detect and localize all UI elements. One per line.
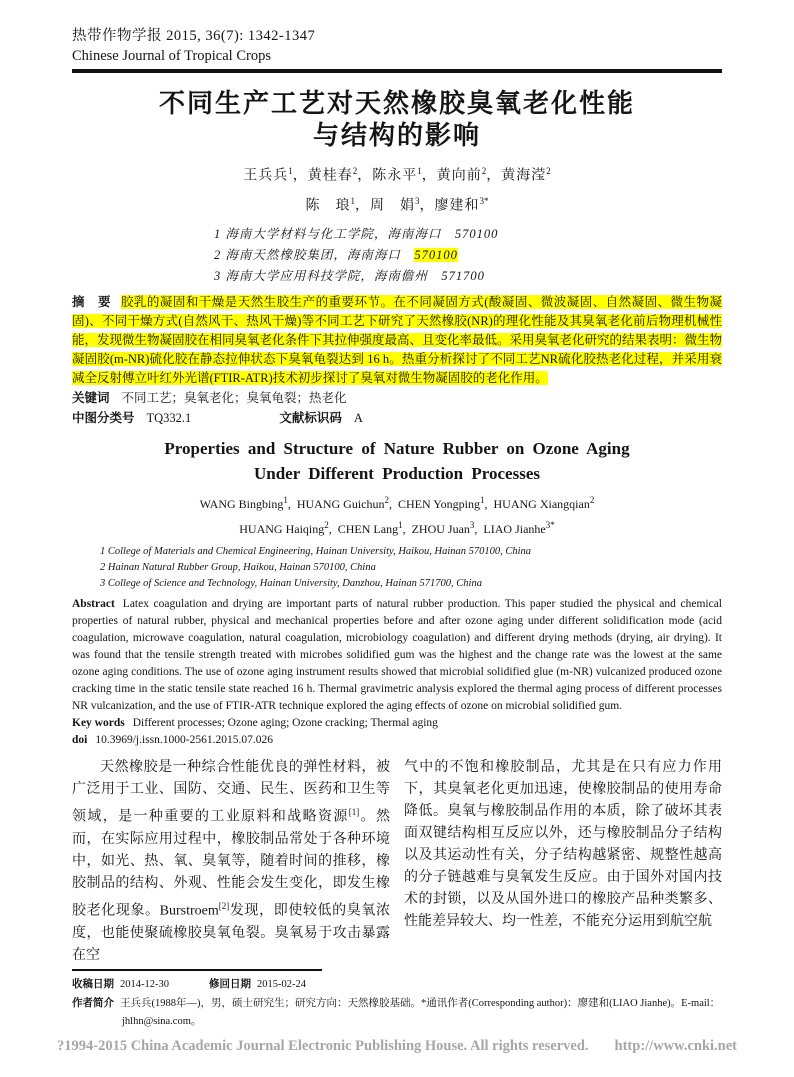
author-separator: ，	[292, 168, 308, 184]
affiliation-en-3: 3 College of Science and Technology, Hainan University, Danzhou, Hainan 571700, China	[100, 578, 482, 590]
body-column-left	[72, 757, 390, 966]
clc-label: 中图分类号	[72, 411, 135, 426]
author-affiliation-superscript: 2	[324, 520, 329, 531]
author-affiliation-superscript: 3	[469, 520, 475, 531]
author-separator: ,	[388, 497, 395, 512]
author-separator: ,	[328, 522, 335, 537]
keywords-cn	[72, 388, 722, 408]
keywords-cn-text: 不同工艺；臭氧老化；臭氧龟裂；热老化	[121, 391, 347, 406]
author-affiliation-superscript: 3*	[545, 520, 555, 531]
doi-value: 10.3969/j.issn.1000-2561.2015.07.026	[95, 734, 273, 747]
footnote-rule	[72, 969, 322, 971]
document-code-label: 文献标识码	[279, 411, 342, 426]
page-content	[72, 26, 722, 1031]
author-name: HUANG Guichun	[296, 497, 385, 512]
reference-superscript: [2]	[218, 900, 230, 911]
paper-title-en-line2: Under Different Production Processes	[253, 464, 540, 484]
abstract-cn	[72, 293, 722, 388]
authors-en	[72, 490, 722, 540]
abstract-cn-text-highlighted: 胶乳的凝固和干燥是天然生胶生产的重要环节。在不同凝固方式(酸凝固、微波凝固、自然凝固、微生物凝固)、不同干燥方式(自然风干、热风干燥)等不同工艺下研究了天然橡胶(NR)的理化性能及其臭氧老化前后物理机械性能，发现微生物凝固胶在相同臭氧老化条件下其拉伸强度最高、且变化率最低。采用臭氧老化研究的结果表明：微生物凝固胶(m-NR)硫化胶在静态拉伸状态下臭氧龟裂达到 16 h。热重分析探讨了不同工艺NR硫化胶热老化过程，并采用衰减全反射傅立叶红外光谱(FTIR-ATR)技术初步探讨了臭氧对微生物凝固胶的老化作用。	[72, 295, 723, 386]
affiliations-en	[100, 544, 722, 592]
body-text-segment: 天然橡胶是一种综合性能优良的弹性材料，被广泛用于工业、国防、交通、民生、医药和卫生等领域，是一种重要的工业原料和战略资源	[72, 760, 390, 825]
author-affiliation-superscript: 2	[481, 166, 487, 176]
keywords-cn-label: 关键词	[72, 391, 110, 406]
author-separator: ,	[287, 497, 294, 512]
author-name: HUANG Xiangqian	[493, 497, 590, 512]
author-bio-text: 王兵兵(1988年—)，男，硕士研究生；研究方向：天然橡胶基础。*通讯作者(Corresponding author)：廖建和(LIAO Jianhe)。E-mail：jhlhn@sina.com。	[120, 997, 721, 1027]
revised-date-value: 2015-02-24	[257, 978, 306, 990]
author-affiliation-superscript: 1	[283, 495, 288, 506]
authors-en-line1	[72, 490, 722, 515]
affiliations-cn	[214, 224, 722, 287]
body-text-segment: 。然而，在实际应用过程中，橡胶制品常处于各种环境中，如光、热、氧、臭氧等，随着时间的推移，橡胶制品的结构、外观、性能会发生变化，即发生橡胶老化现象。Burstroem	[72, 809, 390, 919]
journal-title-en: Chinese Journal of Tropical Crops	[72, 48, 271, 64]
paper-title-en-line1: Properties and Structure of Nature Rubber on Ozone Aging	[164, 439, 630, 459]
body-text	[72, 757, 722, 966]
paper-title-cn-line2: 与结构的影响	[312, 120, 481, 150]
journal-header	[72, 26, 722, 73]
author-name: CHEN Yongping	[397, 497, 481, 512]
author-affiliation-superscript: 2	[384, 495, 389, 506]
header-rule	[72, 69, 722, 73]
author-affiliation-superscript: 1	[288, 166, 293, 176]
body-text-segment: 发现，即使较低的臭氧浓度，也能使聚硫橡胶臭氧龟裂。臭氧易于攻击暴露在空	[72, 903, 391, 963]
abstract-en-label: Abstract	[72, 598, 115, 611]
cnki-copyright-watermark	[0, 1038, 794, 1055]
author-bio-label: 作者简介	[72, 996, 114, 1009]
doi-line	[72, 732, 722, 749]
authors-cn	[72, 159, 722, 218]
author-name: HUANG Haiqing	[239, 522, 325, 537]
revised-date-label: 修回日期	[209, 977, 251, 990]
author-separator: ,	[474, 522, 481, 537]
author-name: 陈永平	[372, 168, 418, 184]
affiliation-cn-2	[214, 245, 722, 266]
doi-label: doi	[72, 734, 88, 747]
author-affiliation-superscript: 1	[417, 166, 422, 176]
author-separator: ,	[402, 522, 409, 537]
received-date-value: 2014-12-30	[120, 978, 169, 990]
footnote-author-bio	[72, 994, 722, 1031]
journal-title-cn: 热带作物学报 2015, 36(7): 1342-1347	[72, 28, 316, 44]
affiliation-en-1: 1 College of Materials and Chemical Engineering, Hainan University, Haikou, Hainan 570100, China	[100, 546, 532, 558]
author-affiliation-superscript: 1	[398, 520, 403, 531]
authors-cn-line2	[72, 189, 722, 219]
footnotes	[72, 975, 722, 1031]
author-separator: ，	[355, 198, 370, 214]
author-name: CHEN Lang	[337, 522, 399, 537]
affiliation-en-2: 2 Hainan Natural Rubber Group, Haikou, Hainan 570100, China	[100, 562, 376, 574]
author-name: 周 娟	[370, 198, 415, 214]
clc-value: TQ332.1	[146, 411, 192, 426]
author-separator: ,	[484, 497, 491, 512]
author-name: 王兵兵	[243, 168, 289, 184]
paper-title-cn	[72, 87, 722, 151]
document-code-value: A	[353, 411, 363, 426]
reference-superscript: [1]	[348, 807, 360, 818]
paper-title-en	[72, 436, 722, 486]
body-column-right	[404, 757, 722, 966]
author-name: 黄向前	[436, 168, 482, 184]
body-right-paragraph: 气中的不饱和橡胶制品，尤其是在只有应力作用下，其臭氧老化更加迅速，使橡胶制品的使用寿命降低。臭氧与橡胶制品作用的本质，除了破坏其表面双键结构相互反应以外，还与橡胶制品分子结构以及其运动性有关，分子结构越紧密、规整性越高的分子链越难与臭氧发生反应。由于国外对国内技术的封锁，以及从国外进口的橡胶产品种类繁多、性能差异较大、均一性差，不能充分运用到航空航	[404, 760, 722, 930]
abstract-cn-label: 摘 要	[72, 295, 111, 310]
affiliation-cn-2-text: 2 海南天然橡胶集团，海南海口	[214, 248, 415, 263]
author-separator: ，	[486, 168, 502, 184]
keywords-en-text: Different processes; Ozone aging; Ozone cracking; Thermal aging	[132, 717, 438, 730]
affiliation-cn-3: 3 海南大学应用科技学院，海南儋州 571700	[214, 269, 485, 284]
author-separator: ，	[357, 168, 373, 184]
author-name: 陈 琅	[305, 198, 351, 214]
author-separator: ，	[421, 168, 437, 184]
paper-title-cn-line1: 不同生产工艺对天然橡胶臭氧老化性能	[158, 88, 635, 118]
author-separator: ，	[419, 198, 435, 214]
author-name: 黄桂春	[307, 168, 353, 184]
author-name: LIAO Jianhe	[483, 522, 546, 537]
authors-cn-line1	[72, 159, 722, 189]
copyright-text: ?1994-2015 China Academic Journal Electronic Publishing House. All rights reserved.	[56, 1038, 589, 1054]
affiliation-cn-1: 1 海南大学材料与化工学院，海南海口 570100	[214, 227, 499, 242]
authors-en-line2	[72, 515, 722, 540]
author-affiliation-superscript: 3*	[479, 195, 489, 206]
author-affiliation-superscript: 2	[589, 495, 595, 506]
author-affiliation-superscript: 2	[352, 166, 358, 176]
keywords-en	[72, 715, 722, 732]
author-affiliation-superscript: 3	[415, 195, 420, 206]
author-name: ZHOU Juan	[411, 522, 470, 537]
received-date-label: 收稿日期	[72, 977, 114, 990]
author-affiliation-superscript: 1	[350, 195, 355, 206]
author-affiliation-superscript: 2	[546, 166, 551, 176]
abstract-en-text: Latex coagulation and drying are important parts of natural rubber production. This paper studied the physical and chemical properties of natural rubber, physical and mechanical properties before and after ozone aging under different solidification mode (acid coagulation, microwave coagulation, natural coagulation, microbiology coagulation) and different drying methods (drying, air drying). It was found that the tensile strength treated with microbes solidified gum was the highest and the change rate was the lowest at the same ozone aging conditions. The use of ozone aging instrument results showed that microbial solidified glue (m-NR) vulcanized produced ozone cracking time in the static tensile state reached 16 h. Thermal gravimetric analysis explored the thermal aging process of different processes NR vulcanization, and the use of FTIR-ATR technique explored the aging effects of ozone on microbial solidified gum.	[72, 598, 722, 713]
abstract-en	[72, 596, 722, 715]
body-left-paragraph	[72, 757, 390, 966]
author-name: 黄海滢	[501, 168, 547, 184]
clc-line	[72, 408, 722, 428]
affiliation-cn-2-postcode-highlight: 570100	[414, 248, 458, 263]
author-name: WANG Bingbing	[199, 497, 284, 512]
footnote-dates	[72, 975, 722, 994]
keywords-en-label: Key words	[72, 717, 125, 730]
cnki-url: http://www.cnki.net	[614, 1038, 737, 1054]
author-affiliation-superscript: 1	[480, 495, 485, 506]
author-name: 廖建和	[434, 198, 480, 214]
